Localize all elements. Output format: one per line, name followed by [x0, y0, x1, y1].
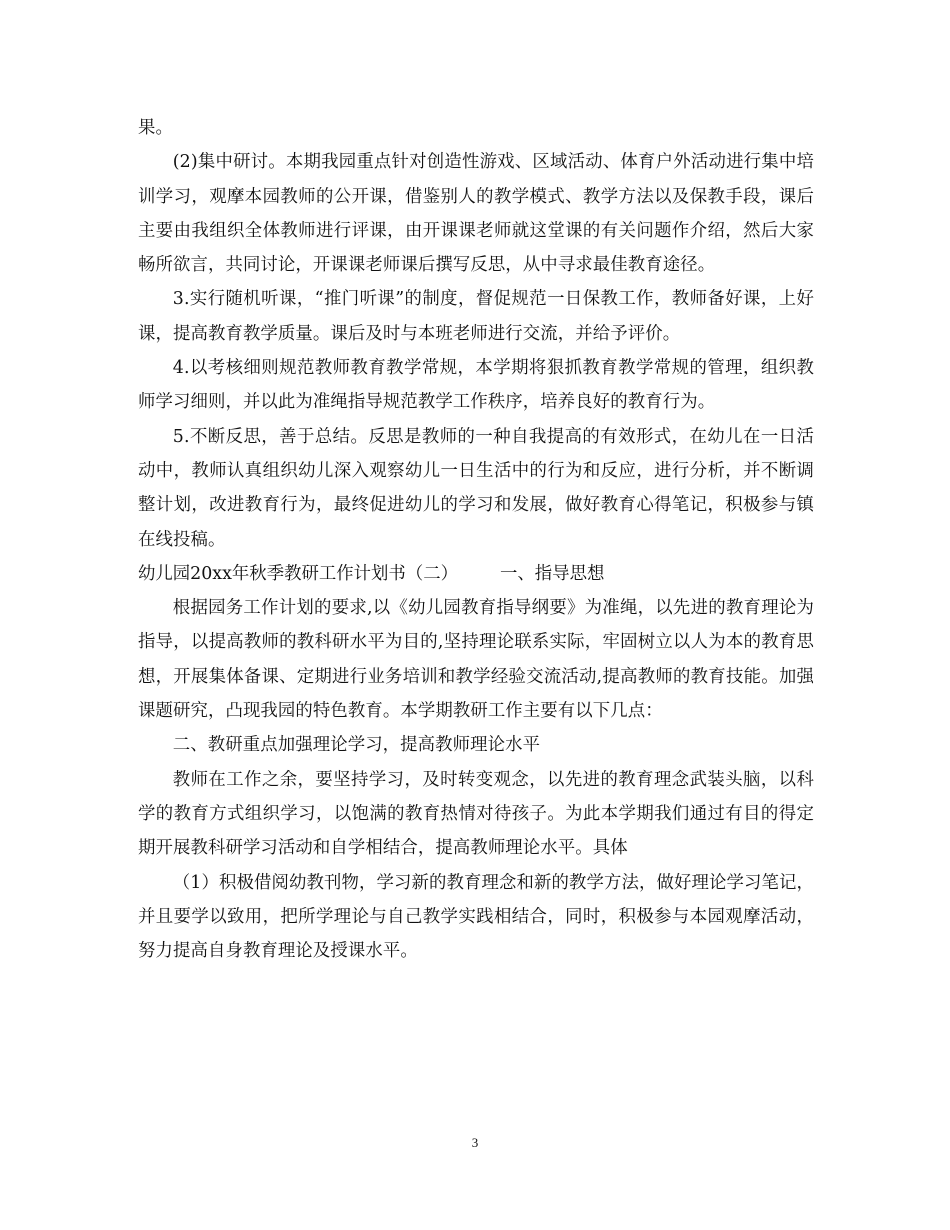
- paragraph-reflection: 5.不断反思，善于总结。反思是教师的一种自我提高的有效形式，在幼儿在一日活动中，教师认真组织幼儿深入观察幼儿一日生活中的行为和反应，进行分析，并不断调整计划，改进教育行为，最终促进幼儿的学习和发展，做好教育心得笔记，积极参与镇在线投稿。: [138, 426, 814, 550]
- section-heading-guiding-ideology: 一、指导思想: [500, 563, 605, 584]
- paragraph-focused-discussion: (2)集中研讨。本期我园重点针对创造性游戏、区域活动、体育户外活动进行集中培训学习，观摩本园教师的公开课，借鉴别人的教学模式、教学方法以及保教手段，课后主要由我组织全体教师进行评课，由开课课老师就这堂课的有关问题作介绍，然后大家畅所欲言，共同讨论，开课课老师课后撰写反思，从中寻求最佳教育途径。: [138, 152, 814, 276]
- paragraph-reading-journals: （1）积极借阅幼教刊物，学习新的教育理念和新的教学方法，做好理论学习笔记，并且要学以致用，把所学理论与自己教学实践相结合，同时，积极参与本园观摩活动，努力提高自身教育理论及授课水平。: [138, 872, 814, 962]
- paragraph-continuous-learning: 教师在工作之余，要坚持学习，及时转变观念，以先进的教育理念武装头脑，以科学的教育方式组织学习，以饱满的教育热情对待孩子。为此本学期我们通过有目的得定期开展教科研学习活动和自学相结合，提高教师理论水平。具体: [138, 769, 814, 859]
- paragraph-random-lesson-observation: 3.实行随机听课，“推门听课”的制度，督促规范一日保教工作，教师备好课，上好课，提高教育教学质量。课后及时与本班老师进行交流，并给予评价。: [138, 289, 814, 344]
- paragraph-guiding-ideology: 根据园务工作计划的要求,以《幼儿园教育指导纲要》为准绳，以先进的教育理论为指导，以提高教师的教科研水平为目的,坚持理论联系实际，牢固树立以人为本的教育思想，开展集体备课、定期进行业务培训和教学经验交流活动,提高教师的教育技能。加强课题研究，凸现我园的特色教育。本学期教研工作主要有以下几点：: [138, 598, 814, 722]
- paragraph-continuation: 果。: [138, 118, 173, 138]
- page-number: 3: [471, 1135, 479, 1150]
- section-title-line: [138, 557, 814, 591]
- section-title: 幼儿园20xx年秋季教研工作计划书（二）: [138, 563, 458, 584]
- document-body: [138, 111, 814, 968]
- paragraph-assessment-rules: 4.以考核细则规范教师教育教学常规，本学期将狠抓教育教学常规的管理，组织教师学习细则，并以此为准绳指导规范教学工作秩序，培养良好的教育行为。: [138, 358, 814, 413]
- heading-research-focus: 二、教研重点加强理论学习，提高教师理论水平: [172, 735, 541, 756]
